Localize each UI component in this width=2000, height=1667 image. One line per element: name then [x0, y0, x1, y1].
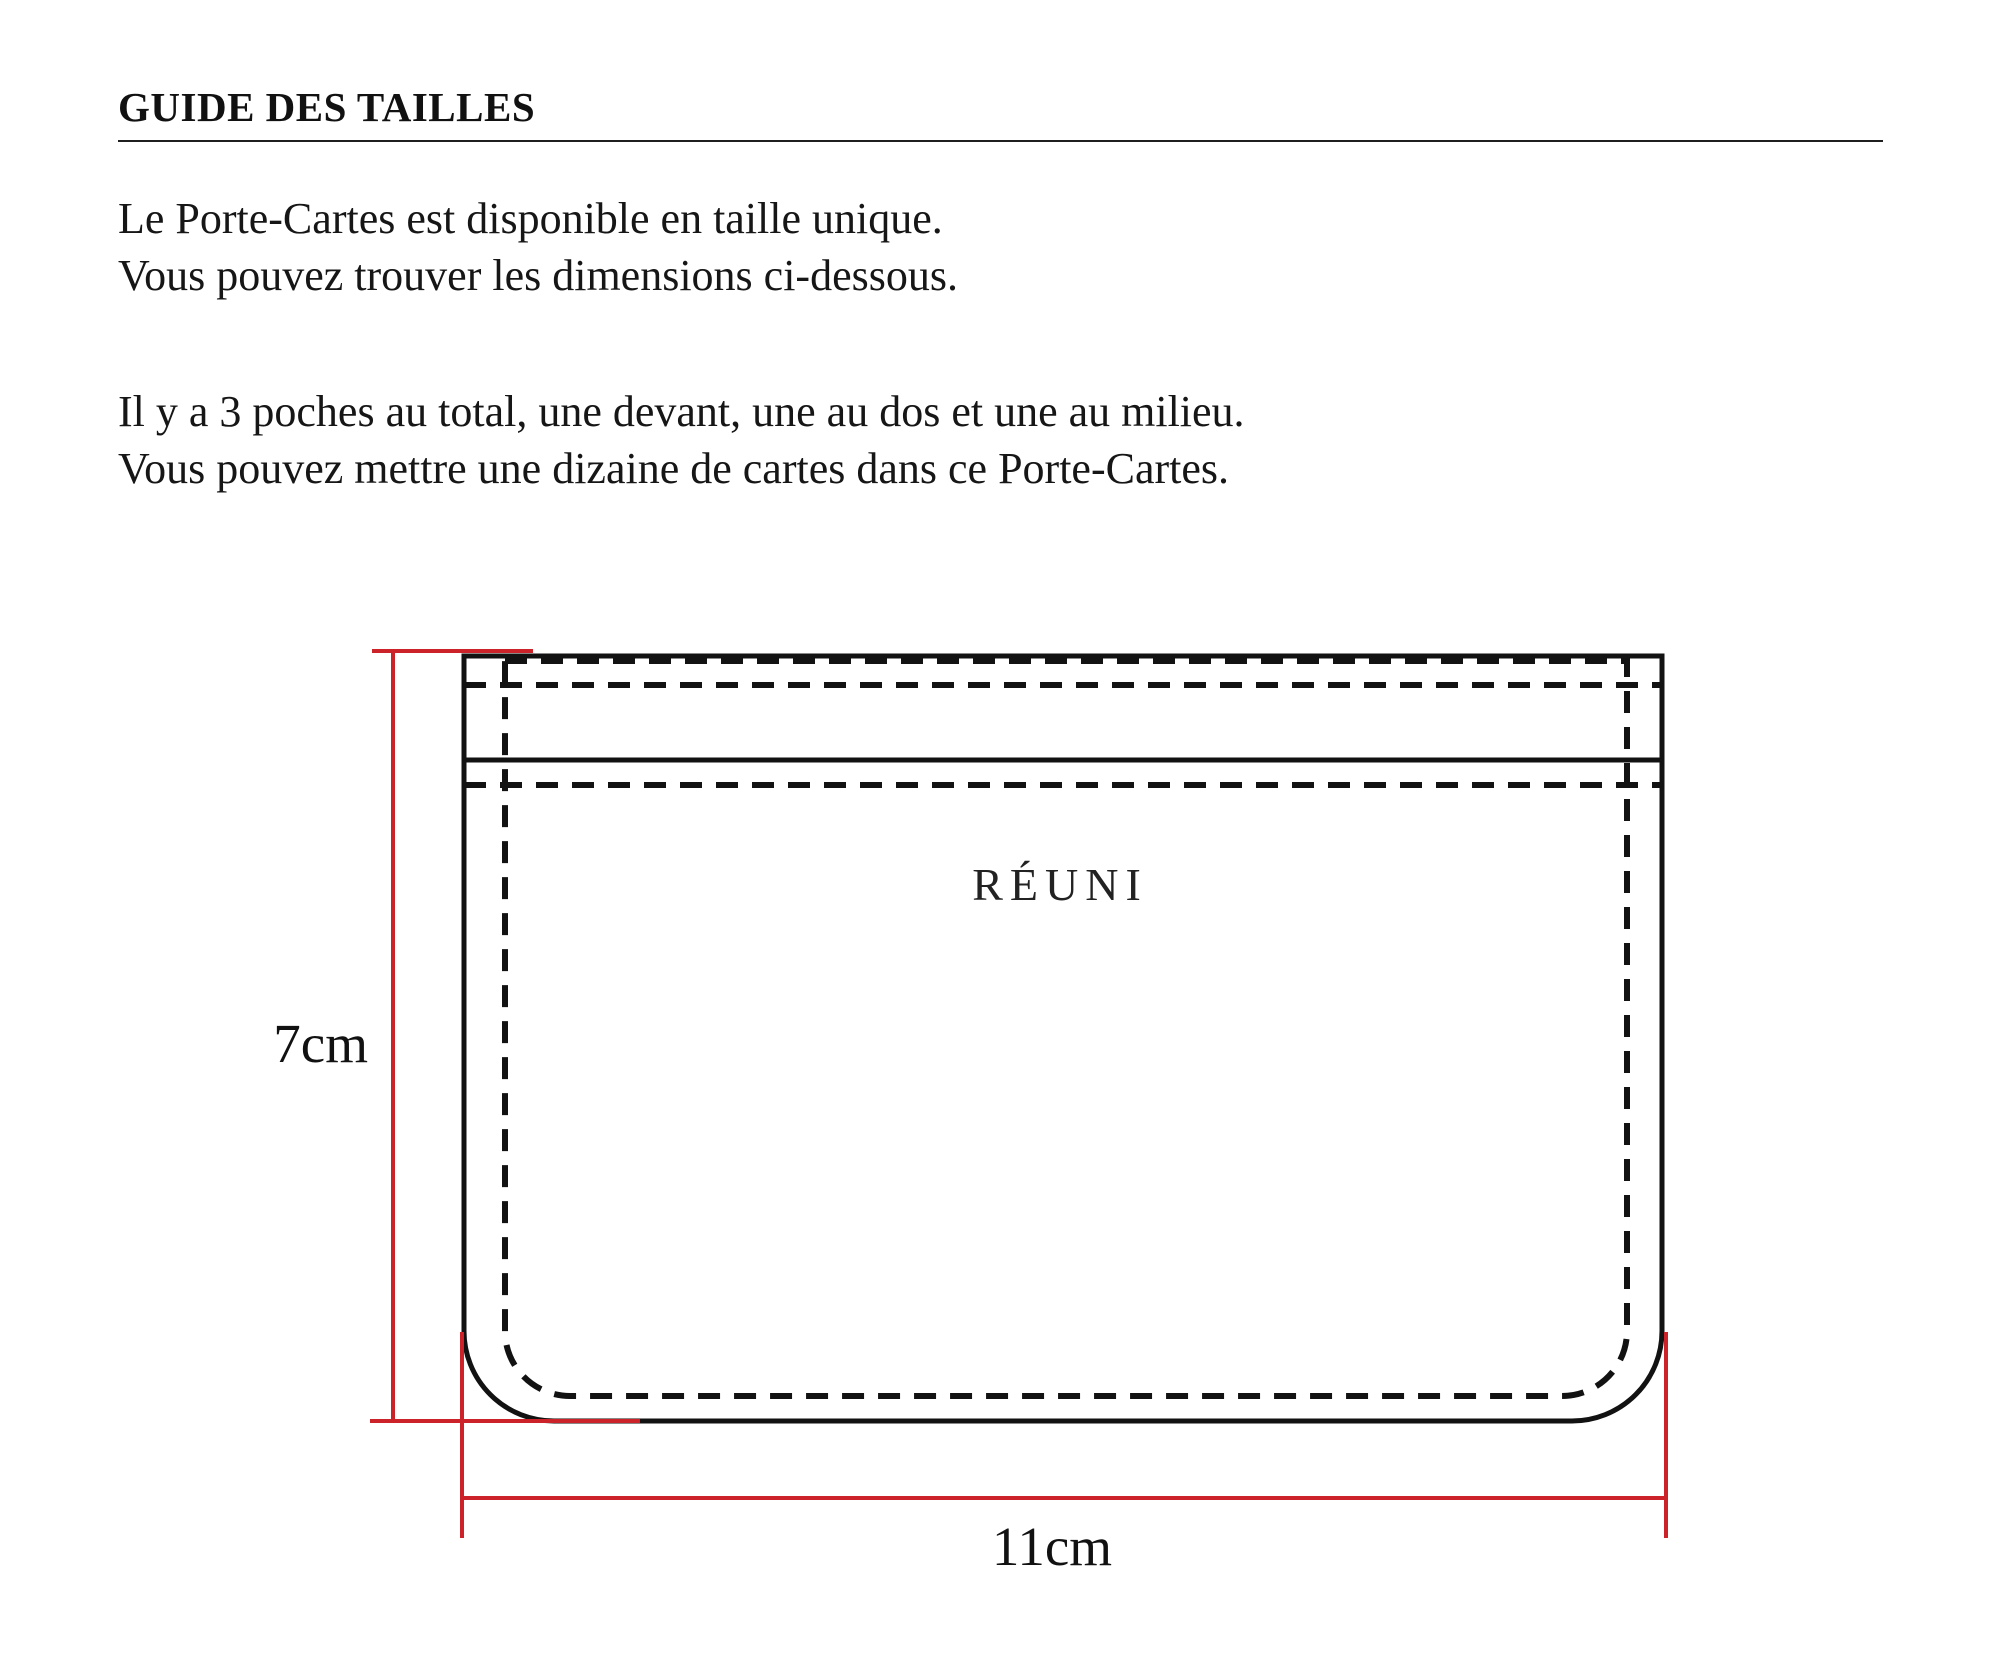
description-line: Vous pouvez trouver les dimensions ci-dessous.	[118, 251, 958, 300]
description-line: Vous pouvez mettre une dizaine de cartes dans ce Porte-Cartes.	[118, 444, 1229, 493]
brand-label: RÉUNI	[972, 859, 1148, 910]
page-title: GUIDE DES TAILLES	[118, 84, 536, 130]
width-label: 11cm	[991, 1516, 1113, 1577]
description-line: Il y a 3 poches au total, une devant, une au dos et une au milieu.	[118, 387, 1245, 436]
height-label: 7cm	[273, 1013, 368, 1074]
description-line: Le Porte-Cartes est disponible en taille unique.	[118, 194, 943, 243]
card-holder-outline	[464, 656, 1662, 1421]
